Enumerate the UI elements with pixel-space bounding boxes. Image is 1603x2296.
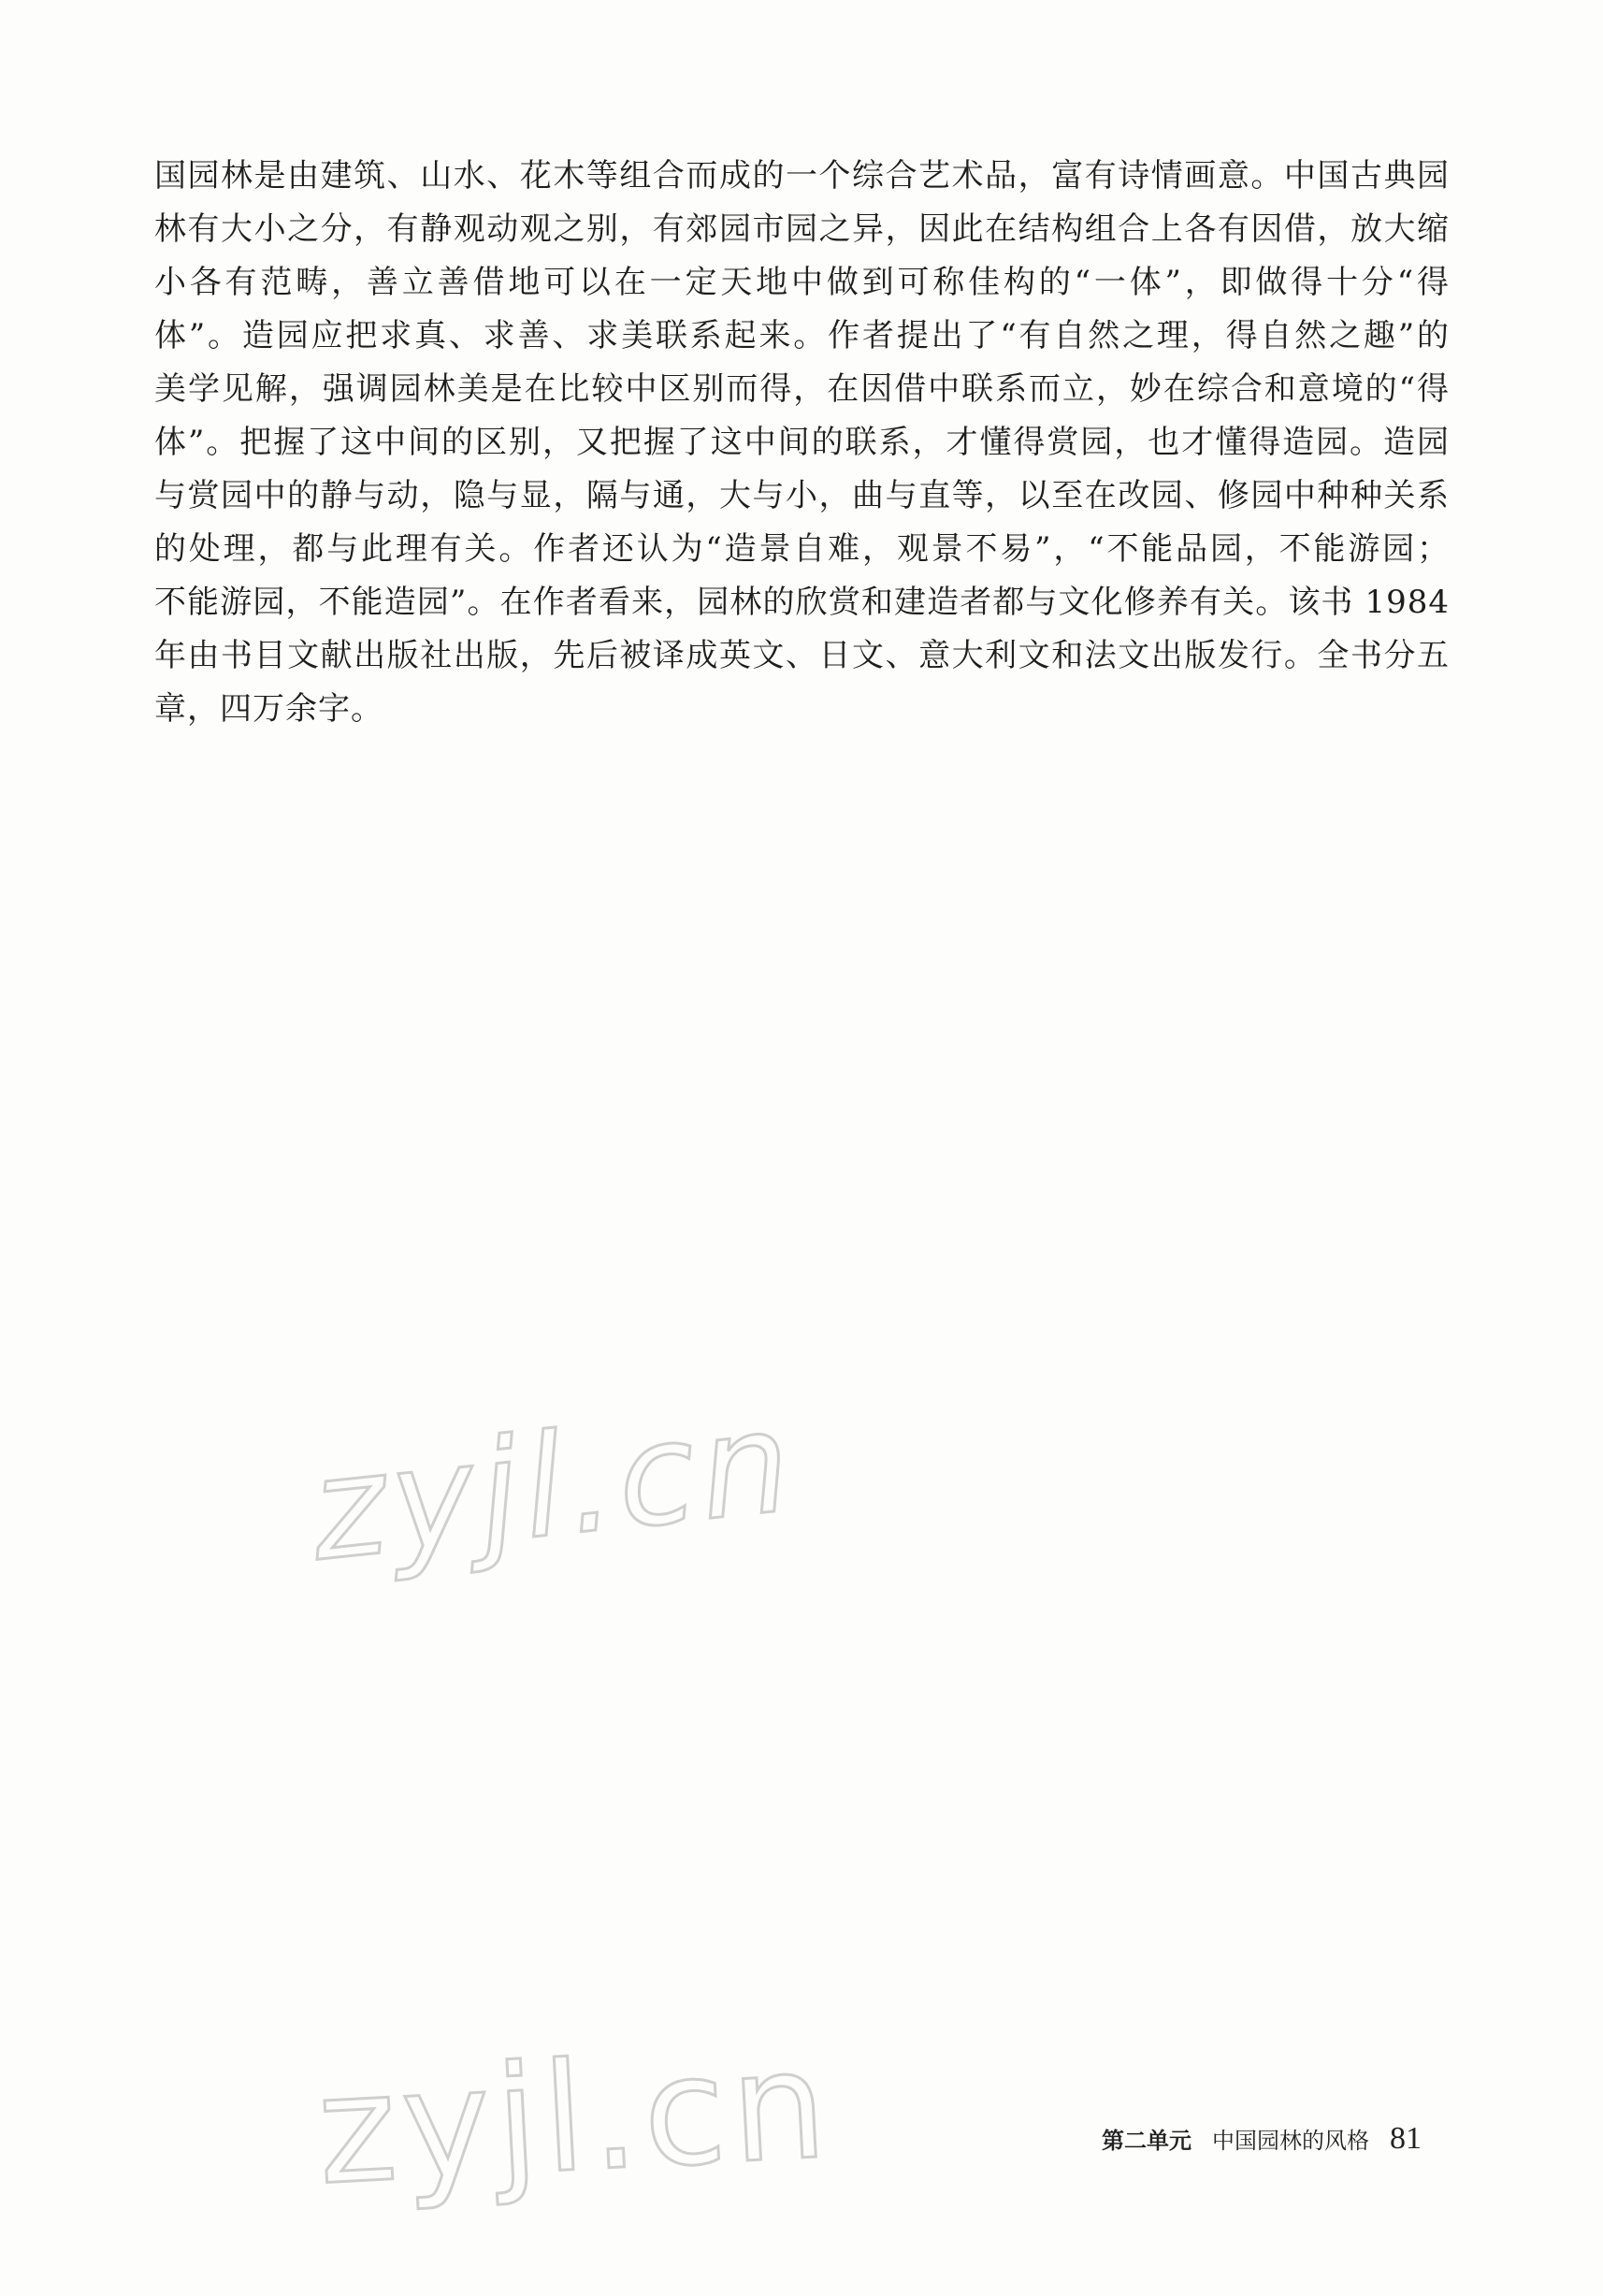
text-line-4: 体”。造园应把求真、求善、求美联系起来。作者提出了“有自然之理，得自然之趣”的 xyxy=(154,317,1450,354)
watermark-lower: zyjl.cn xyxy=(313,2016,836,2218)
text-line-6: 体”。把握了这中间的区别，又把握了这中间的联系，才懂得赏园，也才懂得造园。造园 xyxy=(154,424,1450,461)
page-footer xyxy=(1102,2121,1422,2157)
text-line-1: 国园林是由建筑、山水、花木等组合而成的一个综合艺术品，富有诗情画意。中国古典园 xyxy=(154,157,1450,195)
text-line-10: 年由书目文献出版社出版，先后被译成英文、日文、意大利文和法文出版发行。全书分五 xyxy=(154,637,1450,674)
text-line-9: 不能游园，不能造园”。在作者看来，园林的欣赏和建造者都与文化修养有关。该书 1984 xyxy=(154,584,1450,621)
text-line-2: 林有大小之分，有静观动观之别，有郊园市园之异，因此在结构组合上各有因借，放大缩 xyxy=(154,210,1450,248)
unit-label: 第二单元 xyxy=(1102,2128,1191,2154)
page-number: 81 xyxy=(1390,2121,1422,2156)
text-line-5: 美学见解，强调园林美是在比较中区别而得，在因借中联系而立，妙在综合和意境的“得 xyxy=(154,370,1450,408)
text-line-11: 章，四万余字。 xyxy=(154,690,383,728)
text-line-8: 的处理，都与此理有关。作者还认为“造景自难，观景不易”，“不能品园，不能游园； xyxy=(154,530,1450,568)
text-line-3: 小各有范畴，善立善借地可以在一定天地中做到可称佳构的“一体”，即做得十分“得 xyxy=(154,264,1450,301)
watermark-upper: zyjl.cn xyxy=(304,1379,803,1594)
body-paragraph xyxy=(154,150,1450,736)
text-line-7: 与赏园中的静与动，隐与显，隔与通，大与小，曲与直等，以至在改园、修园中种种关系 xyxy=(154,477,1450,514)
chapter-title: 中国园林的风格 xyxy=(1212,2128,1369,2154)
